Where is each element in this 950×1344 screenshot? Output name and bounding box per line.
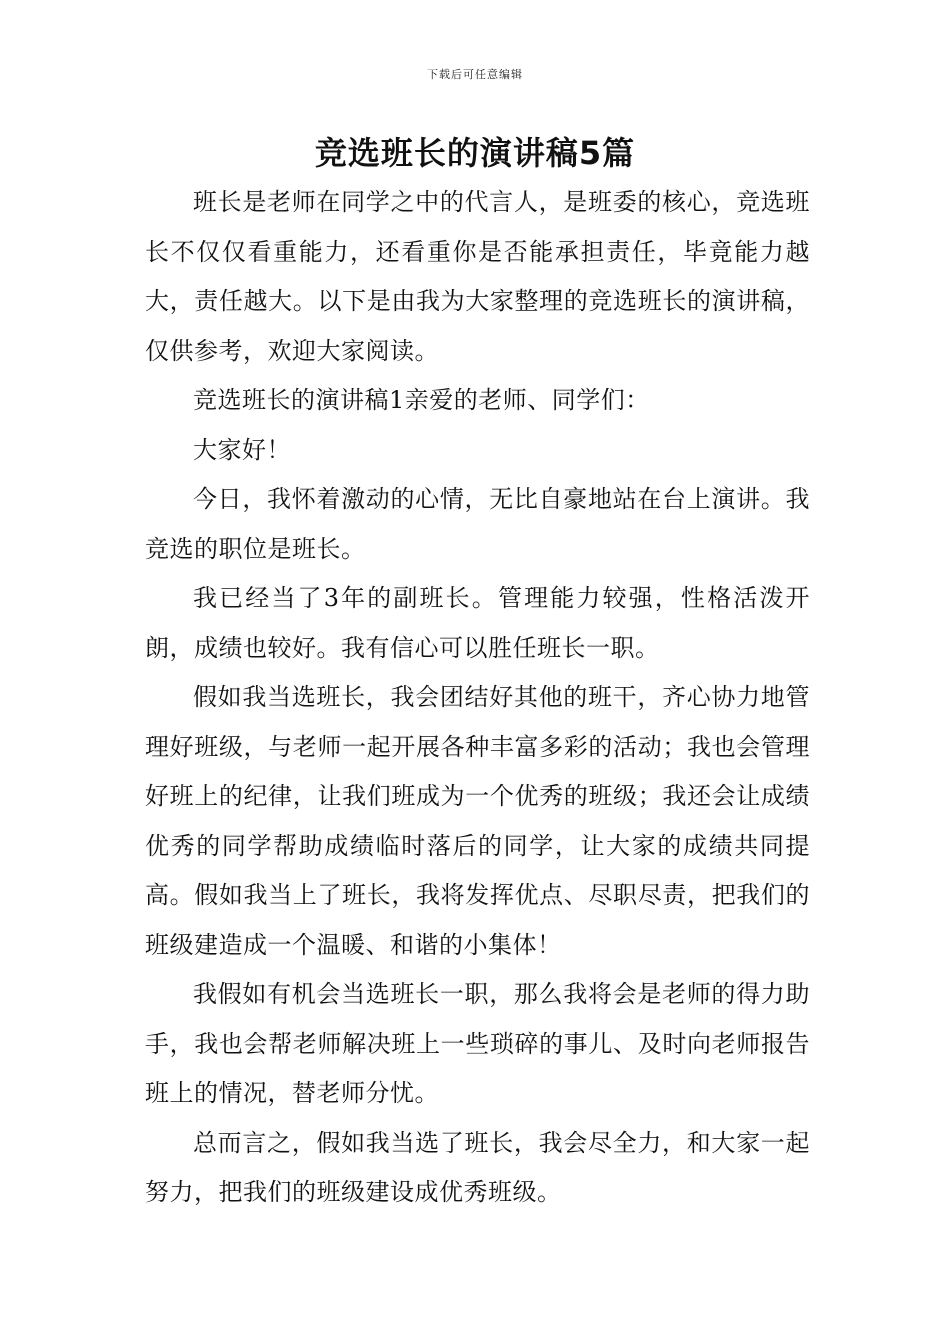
paragraph: 我假如有机会当选班长一职，那么我将会是老师的得力助手，我也会帮老师解决班上一些琐碎的事儿、及时向老师报告班上的情况，替老师分忧。 bbox=[145, 980, 810, 1107]
document-body bbox=[145, 178, 810, 1218]
paragraph: 今日，我怀着激动的心情，无比自豪地站在台上演讲。我竞选的职位是班长。 bbox=[145, 485, 810, 563]
paragraph: 竞选班长的演讲稿1亲爱的老师、同学们： bbox=[193, 386, 650, 414]
paragraph: 我已经当了3年的副班长。管理能力较强，性格活泼开朗，成绩也较好。我有信心可以胜任班长一职。 bbox=[145, 584, 810, 662]
document-title: 竞选班长的演讲稿5篇 bbox=[314, 134, 636, 172]
paragraph: 总而言之，假如我当选了班长，我会尽全力，和大家一起努力，把我们的班级建设成优秀班级。 bbox=[145, 1128, 810, 1206]
paragraph: 假如我当选班长，我会团结好其他的班干，齐心协力地管理好班级，与老师一起开展各种丰富多彩的活动；我也会管理好班上的纪律，让我们班成为一个优秀的班级；我还会让成绩优秀的同学帮助成绩临时落后的同学，让大家的成绩共同提高。假如我当上了班长，我将发挥优点、尽职尽责，把我们的班级建造成一个温暖、和谐的小集体！ bbox=[145, 683, 810, 959]
page-header-note: 下载后可任意编辑 bbox=[427, 68, 523, 81]
paragraph: 大家好！ bbox=[193, 435, 291, 464]
paragraph: 班长是老师在同学之中的代言人，是班委的核心，竞选班长不仅仅看重能力，还看重你是否能承担责任，毕竟能力越大，责任越大。以下是由我为大家整理的竞选班长的演讲稿，仅供参考，欢迎大家阅读。 bbox=[145, 188, 810, 365]
